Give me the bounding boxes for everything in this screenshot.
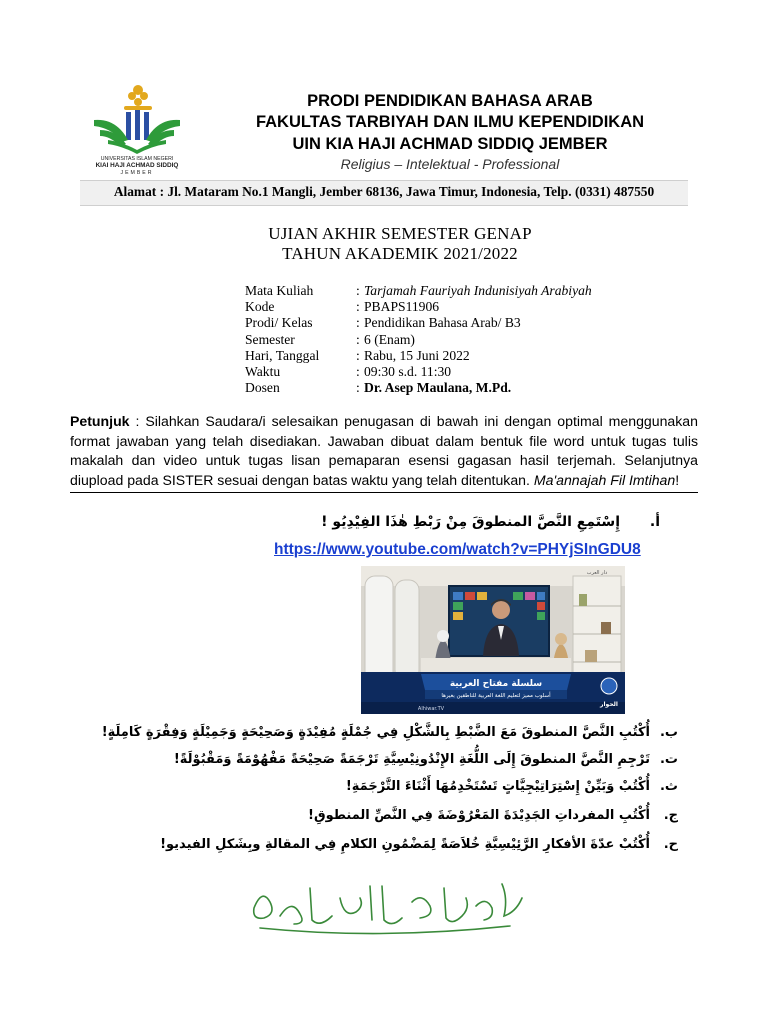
video-banner-subtitle: أسلوب مميز لتعليم اللغة العربية للناطقين بغيرها	[441, 693, 551, 699]
info-value: PBAPS11906	[364, 299, 440, 314]
instructions-closing: Ma'annajah Fil Imtihan	[533, 472, 676, 489]
info-label: Dosen	[245, 380, 280, 395]
university-logo	[88, 80, 186, 176]
channel-handle: Alhiwar.TV	[417, 706, 445, 712]
info-separator: :	[356, 299, 360, 314]
university-name: UIN KIA HAJI ACHMAD SIDDIQ JEMBER	[292, 135, 608, 153]
question-b	[58, 725, 678, 747]
info-value: 6 (Enam)	[364, 332, 415, 347]
question-th	[58, 779, 678, 801]
youtube-link[interactable]: https://www.youtube.com/watch?v=PHYjSInGDU8	[274, 541, 641, 558]
info-value: Dr. Asep Maulana, M.Pd.	[364, 380, 512, 395]
info-separator: :	[356, 348, 360, 363]
academic-year: TAHUN AKADEMIK 2021/2022	[282, 244, 518, 263]
question-a-text: إِسْتَمِعِ النَّصَّ المنطوقَ مِنْ رَبْطِ هٰذَا الفِيْدِيُو !	[321, 514, 620, 530]
info-value: Tarjamah Fauriyah Indunisiyah Arabiyah	[364, 283, 592, 298]
question-h-number: ح.	[663, 837, 678, 852]
faculty-name: FAKULTAS TARBIYAH DAN ILMU KEPENDIDIKAN	[255, 113, 645, 131]
logo-text-3: JEMBER	[120, 170, 154, 176]
question-h	[58, 837, 678, 859]
info-value: Rabu, 15 Juni 2022	[364, 348, 470, 363]
info-separator: :	[356, 332, 360, 347]
question-th-text: أُكْتُبْ وَبَيِّنْ إِسْتِرَاتِيْجِيَّاتٍ تَسْتَخْدِمُهَا أَثْنَاءَ التَّرْجَمَةِ!	[345, 779, 650, 794]
logo-text-1: UNIVERSITAS ISLAM NEGERI	[100, 156, 174, 162]
address-text: Alamat : Jl. Mataram No.1 Mangli, Jember 68136, Jawa Timur, Indonesia, Telp. (0331) 487550	[113, 184, 655, 199]
info-label: Waktu	[245, 364, 281, 379]
question-t-text: تَرْجِمِ النَّصَّ المنطوقَ إِلَى اللُّغَةِ الإِنْدُونِيْسِيَّةِ تَرْجَمَةً صَحِيْحَةً مَفْهُوْمَةً وَمَقْبُوْلَةً!	[173, 752, 650, 767]
video-thumbnail[interactable]	[361, 566, 625, 714]
info-separator: :	[356, 315, 360, 330]
instructions-closing-mark: !	[675, 472, 680, 489]
tagline: Religius – Intelektual - Professional	[340, 156, 560, 172]
info-value: Pendidikan Bahasa Arab/ B3	[364, 315, 521, 330]
question-j-number: ج.	[663, 808, 678, 823]
question-h-text: أُكْتُبْ عدّةَ الأفكارِ الرَّئِيْسِيَّةِ خُلاَصَةً لِمَضْمُونِ الكلامِ فِي المقالةِ وبِشَكلِ الفيديو!	[160, 837, 650, 852]
question-th-number: ث.	[659, 779, 678, 794]
instructions-paragraph	[70, 412, 698, 491]
info-separator: :	[356, 283, 360, 298]
wall-sign: دار العرب	[586, 570, 608, 576]
channel-logo: الحوار	[600, 701, 618, 708]
exam-title: UJIAN AKHIR SEMESTER GENAP	[268, 224, 532, 243]
instructions-divider	[70, 492, 698, 493]
question-t	[58, 752, 678, 774]
question-a-number: أ.	[649, 514, 660, 530]
question-b-number: ب.	[659, 725, 678, 740]
question-j	[58, 808, 678, 830]
department-name: PRODI PENDIDIKAN BAHASA ARAB	[307, 92, 593, 110]
instructions-body: : Silahkan Saudara/i selesaikan penugasan di bawah ini dengan optimal menggunakan format jawaban yang telah disediakan. Jawaban dibuat dalam bentuk file word untuk tugas tulis makalah dan video untuk tugas lisan pemaparan esensi gagasan hasil terjemah. Selanjutnya diupload pada SISTER sesuai dengan batas waktu yang telah ditentukan.	[70, 413, 698, 489]
info-separator: :	[356, 364, 360, 379]
info-label: Mata Kuliah	[245, 283, 314, 298]
info-label: Kode	[245, 299, 275, 314]
question-b-text: أُكْتُبِ النَّصَّ المنطوقَ مَعَ الضَّبْطِ بِالشَّكْلِ فِي جُمْلَةٍ مُفِيْدَةٍ وَصَحِيْحَةٍ وَجَمِيْلَةٍ وَفِقْرَةٍ كَامِلَةٍ!	[101, 725, 650, 740]
info-separator: :	[356, 380, 360, 395]
question-a	[320, 514, 660, 536]
video-banner-title: سلسلة مفتاح العربية	[449, 679, 543, 689]
info-value: 09:30 s.d. 11:30	[364, 364, 452, 379]
info-label: Hari, Tanggal	[245, 348, 320, 363]
question-t-number: ت.	[659, 752, 678, 767]
instructions-label: Petunjuk	[70, 413, 130, 429]
info-label: Prodi/ Kelas	[245, 315, 313, 330]
info-label: Semester	[245, 332, 295, 347]
question-j-text: أُكْتُبِ المفرداتِ الجَدِيْدَةَ المَعْرُوْضَةَ فِي النَّصِّ المنطوقِ!	[308, 808, 650, 823]
logo-text-2: KIAI HAJI ACHMAD SIDDIQ	[95, 162, 179, 169]
